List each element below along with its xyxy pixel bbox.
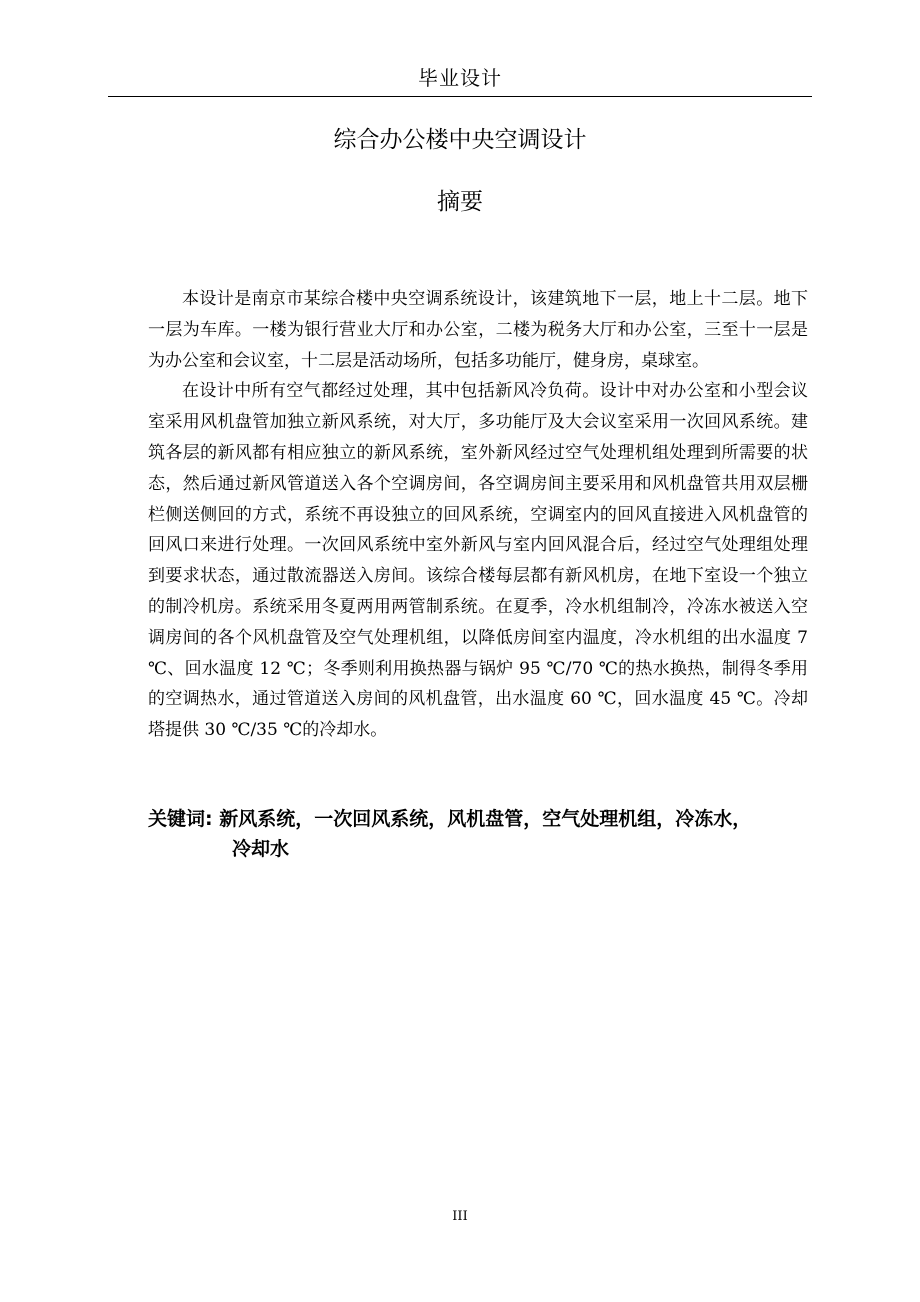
abstract-paragraph: 本设计是南京市某综合楼中央空调系统设计，该建筑地下一层，地上十二层。地下一层为车库。一楼为银行营业大厅和办公室，二楼为税务大厅和办公室，三至十一层是为办公室和会议室，十二层是活动场所，包括多功能厅，健身房，桌球室。 — [148, 289, 808, 371]
abstract-paragraph: 在设计中所有空气都经过处理，其中包括新风冷负荷。设计中对办公室和小型会议室采用风机盘管加独立新风系统，对大厅，多功能厅及大会议室采用一次回风系统。建筑各层的新风都有相应独立的新风系统，室外新风经过空气处理机组处理到所需要的状态，然后通过新风管道送入各个空调房间，各空调房间主要采用和风机盘管共用双层栅栏侧送侧回的方式，系统不再设独立的回风系统，空调室内的回风直接进入风机盘管的回风口来进行处理。一次回风系统中室外新风与室内回风混合后，经过空气处理组处理到要求状态，通过散流器送入房间。该综合楼每层都有新风机房，在地下室设一个独立的制冷机房。系统采用冬夏两用两管制系统。在夏季，冷水机组制冷，冷冻水被送入空调房间的各个风机盘管及空气处理机组，以降低房间室内温度，冷水机组的出水温度 7 ℃、回水温度 12 ℃；冬季则利用换热器与锅炉 95 ℃/70 ℃的热水换热，制得冬季用的空调热水，通过管道送入房间的风机盘管，出水温度 60 ℃，回水温度 45 ℃。冷却塔提供 30 ℃/35 ℃的冷却水。 — [148, 381, 808, 741]
page-header — [108, 62, 812, 97]
abstract-body — [148, 284, 808, 746]
header-title: 毕业设计 — [418, 66, 502, 90]
abstract-heading: 摘要 — [437, 189, 483, 215]
page-number: III — [452, 1209, 468, 1224]
keywords-label: 关键词: — [148, 808, 213, 830]
keywords-list: 新风系统，一次回风系统，风机盘管，空气处理机组，冷冻水， — [219, 808, 752, 830]
keywords-block — [148, 804, 812, 864]
document-title: 综合办公楼中央空调设计 — [333, 127, 587, 153]
keywords-list-continued: 冷却水 — [232, 838, 290, 860]
